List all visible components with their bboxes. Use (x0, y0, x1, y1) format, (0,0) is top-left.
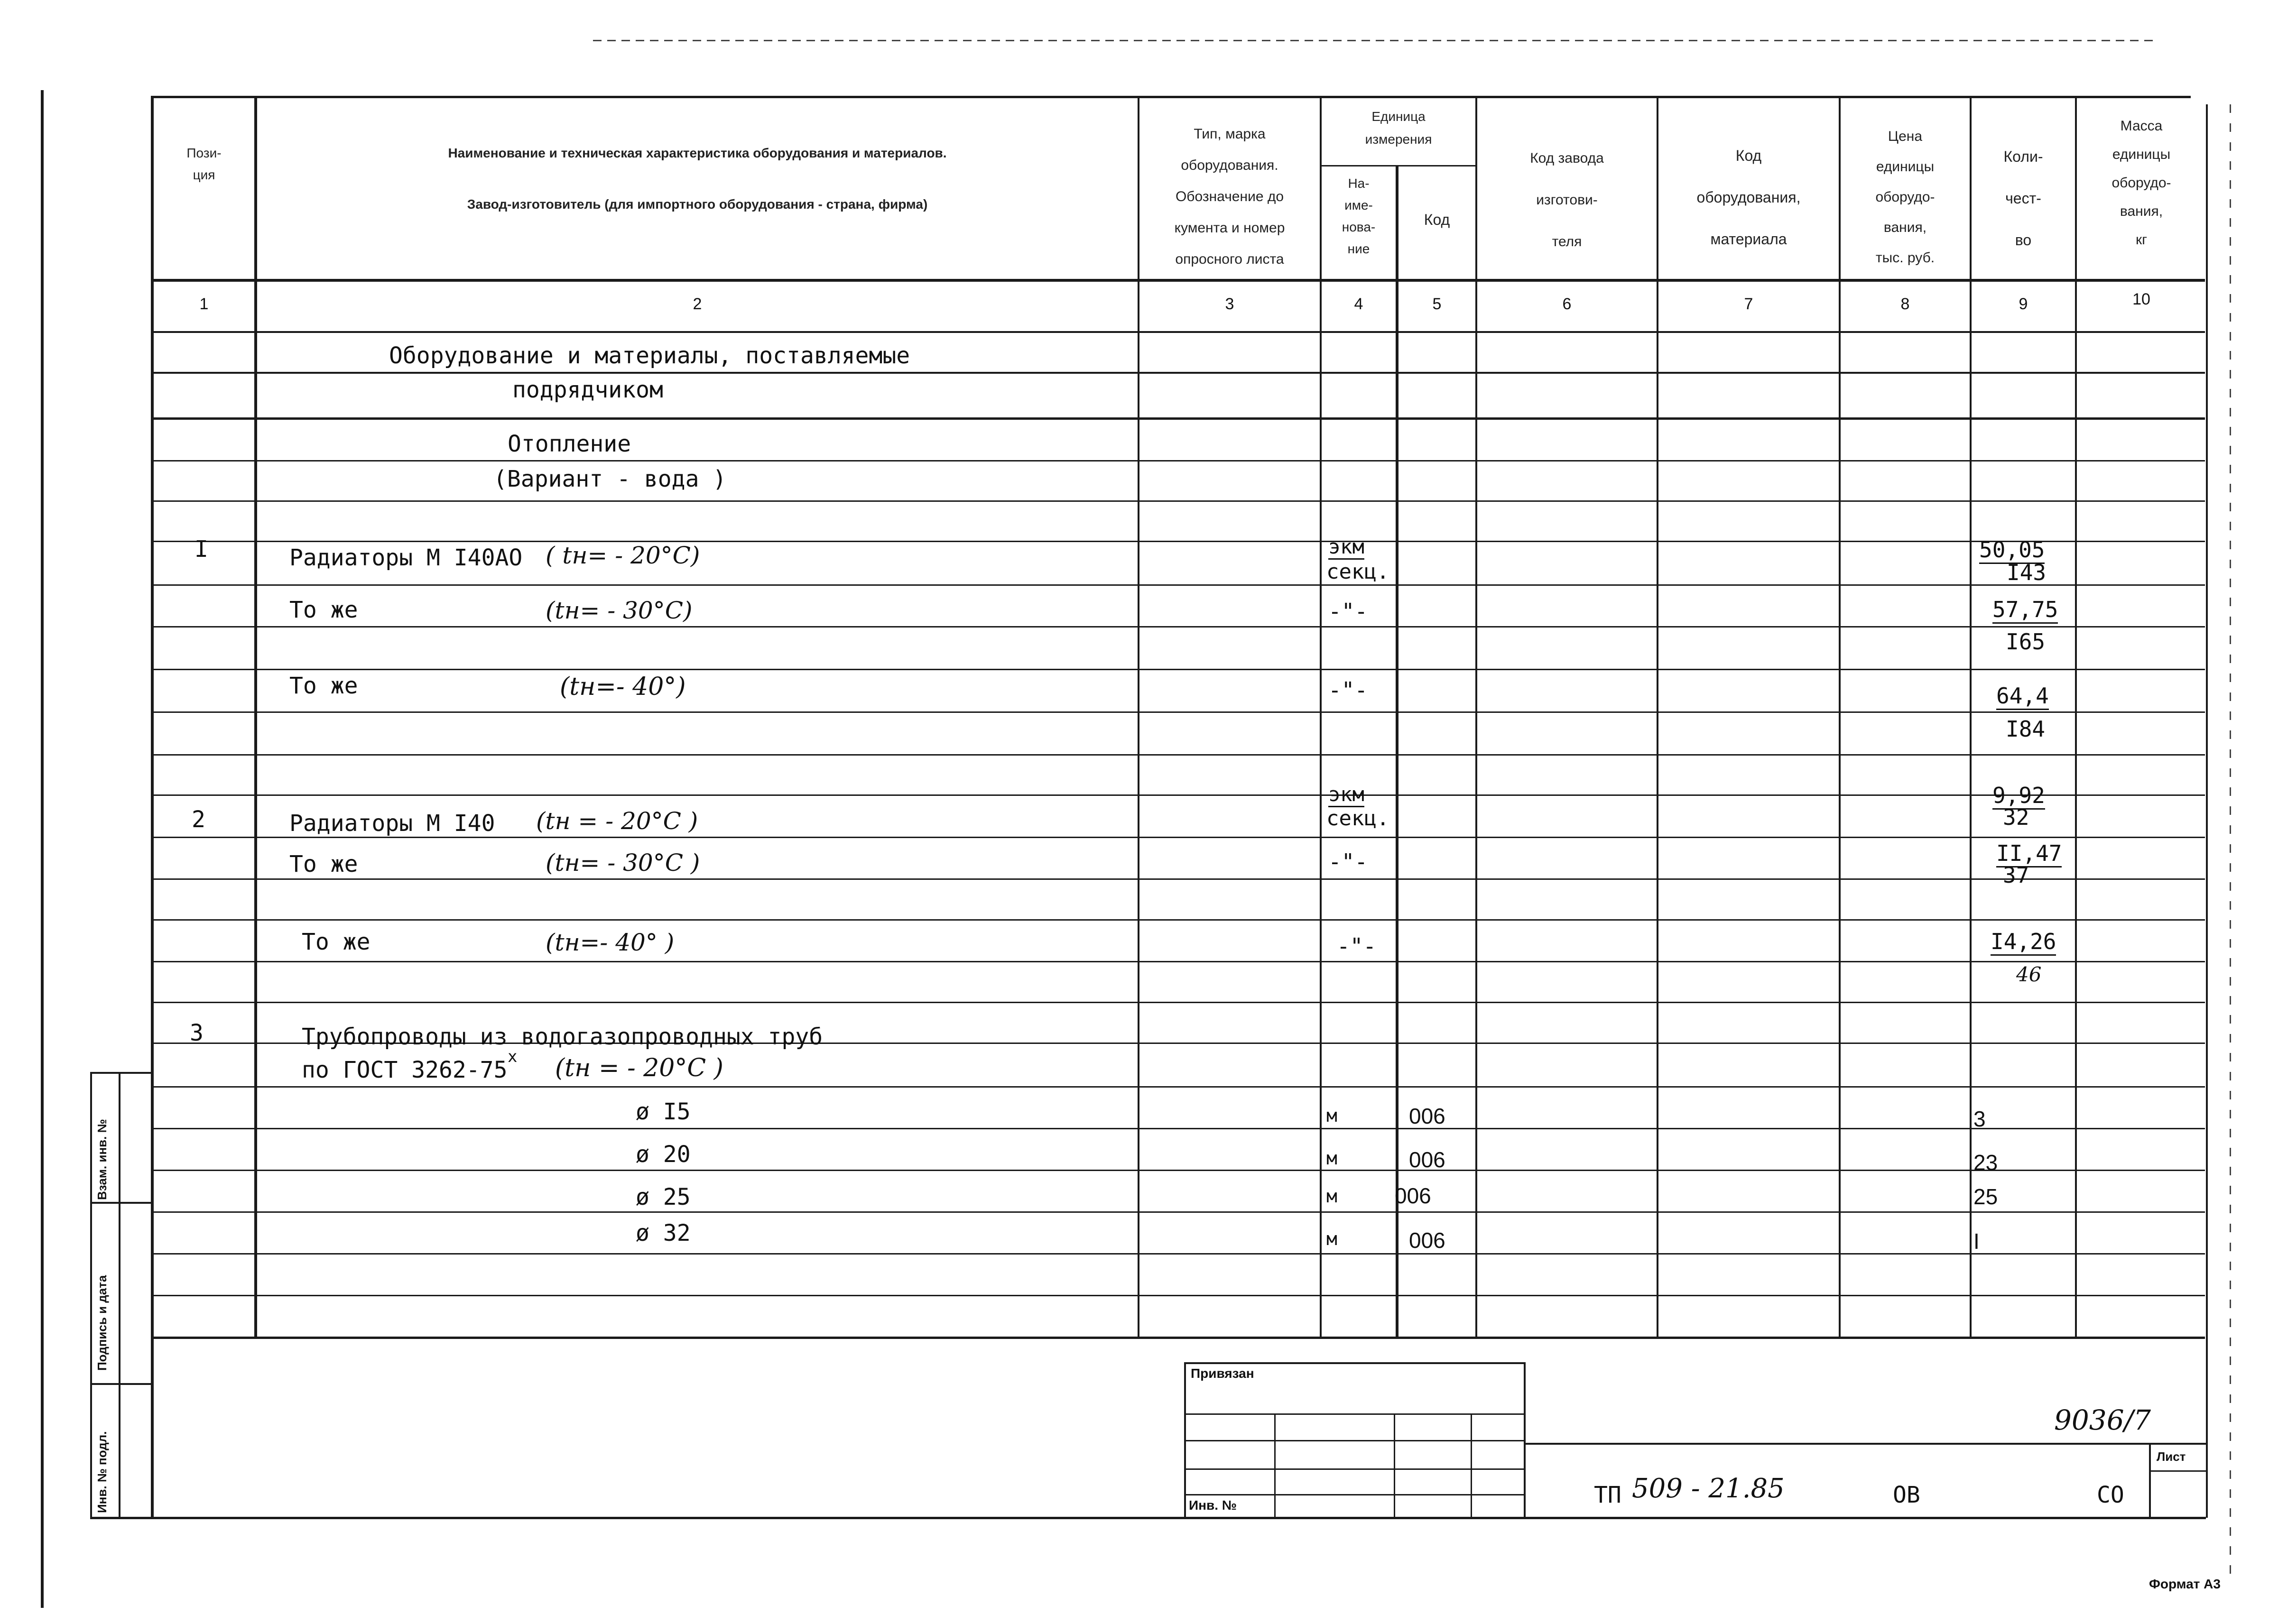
margin-box-top (90, 1072, 151, 1074)
pipe-qty: 23 (1973, 1150, 1998, 1175)
row3-name-line2: по ГОСТ 3262-75 (302, 1057, 508, 1083)
header-col9: Коли- чест- во (2003, 148, 2043, 249)
row1c-qty-bottom: I84 (2006, 716, 2046, 742)
pipe-name: ø 20 (636, 1141, 691, 1168)
row2c-qty-top: I4,26 (1991, 929, 2056, 956)
stamp-col (1471, 1413, 1472, 1518)
row-line (151, 1253, 2205, 1255)
row-line (151, 1128, 2205, 1129)
header-col45-group: Единица измерения (1365, 109, 1432, 147)
subsection-title-line2: (Вариант - вода ) (493, 466, 727, 492)
frame-top-line (151, 96, 2191, 98)
pipe-code: 006 (1409, 1104, 1445, 1128)
margin-box-div (90, 1383, 151, 1385)
row2-unit-top: экм (1328, 783, 1364, 807)
row2b-unit: -"- (1328, 849, 1368, 875)
row1b-name: То же (289, 597, 358, 623)
co-label: СО (2097, 1482, 2124, 1508)
row-line (151, 541, 2205, 542)
pipe-name: ø 25 (636, 1184, 691, 1210)
row2-unit-bottom: секц. (1326, 806, 1389, 830)
table-bottom-line (151, 1337, 2205, 1339)
row-line (151, 837, 2205, 838)
stamp-box-top (1184, 1362, 1526, 1364)
header-col5: Код (1424, 211, 1450, 228)
row3-name-line1: Трубопроводы из водогазопроводных труб (302, 1024, 823, 1050)
column-number: 5 (1432, 295, 1442, 313)
pipe-qty: 3 (1973, 1107, 1986, 1131)
header-col3: Тип, марка оборудования. Обозначение до кумента и номер опросного листа (1174, 126, 1285, 267)
margin-label-signature-date: Подпись и дата (95, 1275, 109, 1371)
header-col2-line1: Наименование и техническая характеристика оборудования и материалов. (448, 146, 947, 160)
pipe-unit: м (1326, 1148, 1337, 1169)
row1-unit-top: экм (1328, 535, 1364, 560)
pipe-qty: 25 (1973, 1184, 1998, 1209)
row-line (151, 961, 2205, 962)
col-line-2 (254, 96, 257, 1338)
column-number: 1 (199, 295, 209, 313)
row1b-qty-top: 57,75 (1992, 597, 2058, 624)
col-line-6 (1475, 96, 1477, 1338)
tp-label: ТП (1594, 1482, 1621, 1508)
row2b-name: То же (289, 851, 358, 877)
row-line (151, 754, 2205, 756)
row2c-name: То же (302, 929, 370, 955)
header-col6: Код завода изготови- теля (1530, 150, 1604, 249)
row1c-unit: -"- (1328, 677, 1368, 703)
row2b-qty-bottom: 37 (2003, 862, 2029, 888)
header-col10: Масса единицы оборудо- вания, кг (2112, 118, 2171, 248)
row3-superscript: х (508, 1047, 518, 1066)
row-line (151, 1295, 2205, 1296)
margin-label-replace-inv: Взам. инв. № (95, 1119, 109, 1200)
column-number: 7 (1744, 295, 1753, 313)
pipe-name: ø 32 (636, 1220, 691, 1246)
row-line (151, 919, 2205, 921)
row1-qty-top: 50,05 (1979, 537, 2045, 564)
row-line (151, 711, 2205, 713)
row-line (151, 417, 2205, 420)
stamp-row (1184, 1440, 1526, 1441)
pipe-name: ø I5 (636, 1098, 691, 1125)
margin-box-mid (119, 1072, 120, 1518)
header-col4: На- име- нова- ние (1342, 176, 1376, 256)
row1-qty-bottom: I43 (2007, 560, 2047, 585)
row2-qty-bottom: 32 (2003, 804, 2029, 830)
col-line-3 (1138, 96, 1139, 1338)
stamp-inv-label: Инв. № (1189, 1498, 1237, 1513)
sheet-label: Лист (2157, 1449, 2186, 1464)
margin-box-div (90, 1202, 151, 1204)
row-line (151, 500, 2205, 502)
subsection-title-line1: Отопление (508, 431, 631, 457)
row1-name: Радиаторы М I40АО (289, 544, 523, 571)
row2-qty-top: 9,92 (1992, 783, 2045, 810)
column-number: 2 (693, 295, 702, 313)
column-number: 8 (1900, 295, 1910, 313)
document-number: 9036/7 (2054, 1404, 2151, 1436)
row-line (151, 878, 2205, 880)
row-line (151, 1002, 2205, 1003)
row3-temperature: (tн = - 20°С ) (555, 1054, 723, 1082)
column-number: 4 (1354, 295, 1363, 313)
row1b-temperature: (tн= - 30°С) (546, 597, 693, 624)
row2c-unit: -"- (1337, 933, 1377, 959)
row2b-qty-top: II,47 (1996, 840, 2062, 867)
header-col7: Код оборудования, материала (1696, 147, 1801, 248)
frame-right-line (2206, 104, 2208, 1518)
pipe-code: 006 (1395, 1183, 1431, 1208)
section-title-line1: Оборудование и материалы, поставляемые (389, 342, 910, 369)
margin-label-inv-original: Инв. № подл. (95, 1431, 109, 1513)
stamp-col (1274, 1413, 1276, 1518)
row-line (151, 794, 2205, 796)
col-line-8 (1839, 96, 1841, 1338)
sheet-box-div (2149, 1470, 2206, 1472)
header-col2-line2: Завод-изготовитель (для импортного оборудования - страна, фирма) (467, 197, 928, 212)
row3-position: 3 (190, 1020, 204, 1046)
row-line (151, 1086, 2205, 1088)
row2-position: 2 (192, 806, 205, 833)
format-label: Формат А3 (2149, 1577, 2221, 1591)
row2b-temperature: (tн= - 30°С ) (546, 849, 700, 877)
tp-code: 509 - 21.85 (1632, 1473, 1785, 1504)
col-line-5 (1396, 165, 1398, 1338)
row2-name: Радиаторы М I40 (289, 810, 495, 837)
column-number: 10 (2132, 290, 2150, 308)
pipe-code: 006 (1409, 1228, 1445, 1253)
row1-position: I (194, 536, 208, 563)
row2c-qty-bottom: 46 (2016, 963, 2042, 986)
row1c-qty-top: 64,4 (1996, 683, 2049, 710)
header-col1: Пози- ция (186, 146, 222, 182)
stamp-bound-label: Привязан (1191, 1366, 1254, 1381)
col-line-4 (1320, 96, 1322, 1338)
sheet-box-left (2149, 1443, 2151, 1519)
row-line (151, 626, 2205, 627)
row1c-name: То же (289, 673, 358, 699)
column-number: 3 (1225, 295, 1234, 313)
right-dashed-line (2230, 104, 2231, 1575)
stamp-row (1184, 1413, 1526, 1415)
top-dashed-line (593, 40, 2158, 41)
pipe-unit: м (1326, 1105, 1337, 1126)
col-line-10 (2075, 96, 2077, 1338)
row1b-qty-bottom: I65 (2006, 629, 2046, 655)
margin-box-left (90, 1072, 92, 1518)
left-margin-line (41, 90, 44, 1608)
col-line-9 (1970, 96, 1972, 1338)
row-line (151, 460, 2205, 461)
row1-temperature: ( tн= - 20°С) (546, 542, 700, 569)
pipe-unit: м (1326, 1186, 1337, 1207)
row-line (151, 584, 2205, 586)
pipe-unit: м (1326, 1228, 1337, 1249)
section-title-line2: подрядчиком (512, 377, 663, 403)
stamp-row (1184, 1494, 1526, 1495)
header-col8: Цена единицы оборудо- вания, тыс. руб. (1875, 129, 1935, 266)
row-line (151, 1211, 2205, 1213)
row2-temperature: (tн = - 20°С ) (536, 807, 698, 835)
row1c-temperature: (tн=- 40°) (560, 673, 686, 701)
row2c-temperature: (tн=- 40° ) (546, 929, 675, 956)
title-top-line (1524, 1443, 2206, 1445)
row-line (151, 669, 2205, 670)
colnum-bottom-line (151, 331, 2205, 333)
column-number: 6 (1562, 295, 1572, 313)
pipe-code: 006 (1409, 1147, 1445, 1172)
row-line (151, 372, 2205, 374)
pipe-qty: I (1973, 1229, 1980, 1254)
row1b-unit: -"- (1328, 599, 1368, 624)
header-bottom-line (151, 279, 2205, 282)
ov-label: ОВ (1893, 1482, 1920, 1508)
row1-unit-bottom: секц. (1326, 560, 1389, 584)
stamp-col (1394, 1413, 1395, 1518)
column-number: 9 (2019, 295, 2028, 313)
stamp-row (1184, 1468, 1526, 1470)
col-line-7 (1657, 96, 1658, 1338)
row-line (151, 1170, 2205, 1171)
frame-bottom-line (90, 1517, 2206, 1519)
